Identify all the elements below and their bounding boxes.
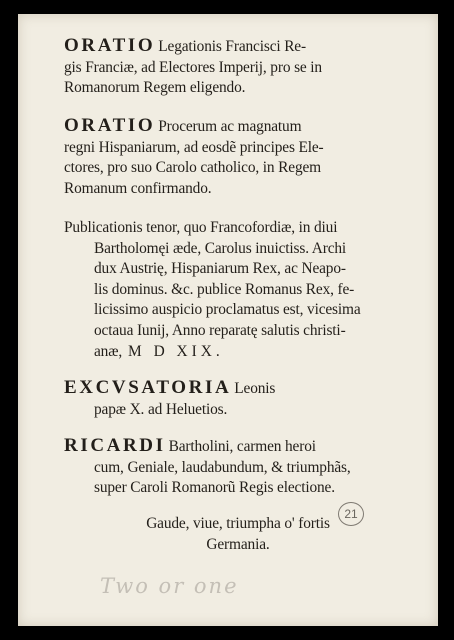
entry-line: dux Austrię, Hispaniarum Rex, ac Neapo- <box>94 260 346 278</box>
entry-lead-word: ORATIO <box>64 115 156 136</box>
entry-line: lis dominus. &c. publice Romanus Rex, fe- <box>94 280 355 298</box>
entry-lead-word: RICARDI <box>64 435 166 456</box>
entry-excusatoria <box>64 378 409 420</box>
book-page <box>18 14 438 626</box>
entry-lead-word: ORATIO <box>64 35 156 56</box>
entry-line: super Caroli Romanorũ Regis electione. <box>94 479 335 497</box>
entry-line: licissimo auspicio proclamatus est, vicesima <box>94 301 361 319</box>
entry-line: Bartholomęi æde, Carolus inuictiss. Archi <box>94 239 347 257</box>
entry-line: Leonis <box>234 380 276 397</box>
entry-line: Legationis Francisci Re- <box>158 38 306 55</box>
entry-line: Bartholini, carmen heroi <box>168 438 316 455</box>
imprint-date: M D XIX. <box>128 342 224 360</box>
entry-line: ctores, pro suo Carolo catholico, in Regem <box>64 159 321 177</box>
entry-line: gis Franciæ, ad Electores Imperij, pro se in <box>64 58 322 76</box>
entry-line: Procerum ac magnatum <box>158 118 302 135</box>
pencil-annotation: Two or one <box>100 574 239 598</box>
entry-line: Romanum confirmando. <box>64 179 212 197</box>
entry-line: regni Hispaniarum, ad eosdẽ principes Ele- <box>64 138 324 156</box>
entry-oratio-legationis <box>64 36 409 99</box>
entry-oratio-procerum <box>64 116 409 199</box>
entry-publicationis-tenor <box>64 218 409 362</box>
entry-line: cum, Geniale, laudabundum, & triumphãs, <box>94 458 351 476</box>
entry-line: Romanorum Regem eligendo. <box>64 79 246 97</box>
entry-line: Publicationis tenor, quo Francofordiæ, in diui <box>64 219 338 236</box>
entry-line: papæ X. ad Heluetios. <box>94 400 228 418</box>
entry-line: octaua Iunij, Anno reparatę salutis christi- <box>94 321 346 339</box>
folio-number-circle: 21 <box>338 502 364 526</box>
entry-ricardi <box>64 436 409 499</box>
entry-lead-word: EXCVSATORIA <box>64 377 232 398</box>
motto-line: Germania. <box>206 535 270 553</box>
entry-line: anæ, <box>94 342 123 360</box>
motto-line: Gaude, viue, triumpha o' fortis <box>146 515 330 532</box>
